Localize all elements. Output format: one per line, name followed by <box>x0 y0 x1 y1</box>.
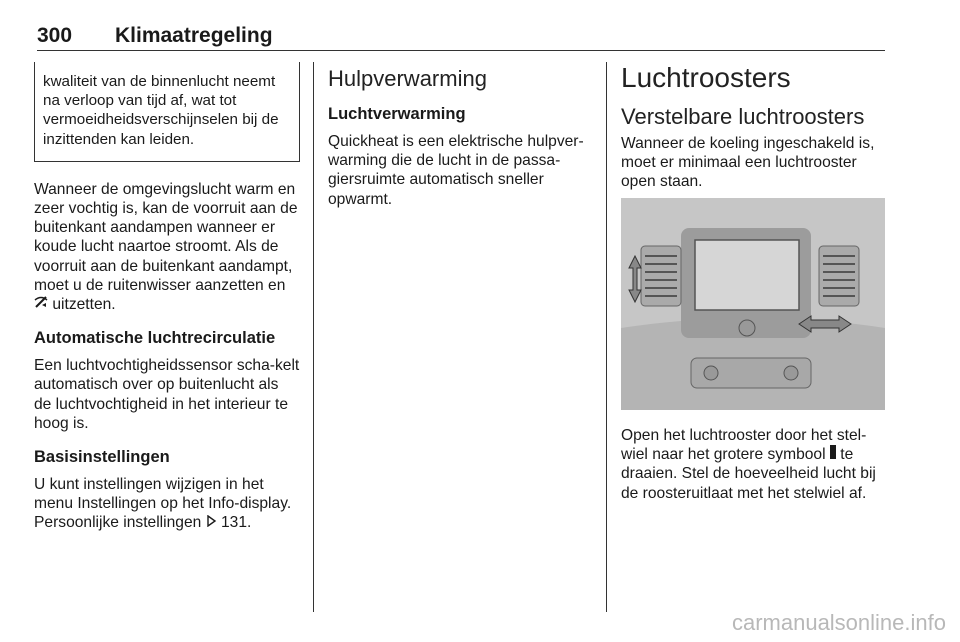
large-bar-symbol-icon <box>830 445 836 464</box>
page-number: 300 <box>37 24 73 47</box>
paragraph-settings-a: U kunt instellingen wijzigen in het menu Instellingen op het Info-display. Persoonlijke instellingen <box>34 476 292 532</box>
chapter-title: Klimaatregeling <box>115 24 273 47</box>
column-1 <box>34 62 300 533</box>
section-heading-air-vents: Luchtroosters <box>621 62 791 93</box>
air-vent-illustration <box>621 198 885 410</box>
column-2 <box>328 62 594 209</box>
column-divider-1 <box>313 62 314 612</box>
paragraph-open-vent <box>621 426 887 503</box>
paragraph-open-vent-a: Open het luchtrooster door het stel-wiel naar het grotere symbool <box>621 427 867 464</box>
subheading-adjustable-vents: Verstelbare luchtroosters <box>621 104 865 129</box>
note-box <box>34 62 300 162</box>
subheading-air-heating: Luchtverwarming <box>328 105 466 123</box>
note-text: kwaliteit van de binnenlucht neemt na verloop van tijd af, wat tot vermoeidheidsverschijnselen bij de inzittenden kan leiden. <box>43 73 279 148</box>
paragraph-recirculation: Een luchtvochtigheidssensor scha-kelt automatisch over op buitenlucht als de luchtvochtigheid in het interieur te hoog is. <box>34 357 300 432</box>
paragraph-condensation <box>34 180 300 314</box>
heading-basic-settings: Basisinstellingen <box>34 448 170 467</box>
column-divider-2 <box>606 62 607 612</box>
heading-auto-recirculation: Automatische luchtrecirculatie <box>34 329 276 348</box>
column-3 <box>621 62 887 192</box>
section-heading-auxiliary-heating: Hulpverwarming <box>328 66 487 91</box>
windshield-wiper-icon <box>34 295 48 314</box>
paragraph-settings <box>34 475 300 533</box>
arrow-reference-icon <box>206 513 217 532</box>
paragraph-settings-b: 131. <box>221 514 252 532</box>
paragraph-condensation-b: uitzetten. <box>52 296 116 314</box>
page-header <box>37 24 885 51</box>
paragraph-cooling: Wanneer de koeling ingeschakeld is, moet er minimaal een luchtrooster open staan. <box>621 135 875 191</box>
column-3-lower <box>621 426 887 503</box>
paragraph-condensation-a: Wanneer de omgevingslucht warm en zeer vochtig is, kan de voorruit aan de buitenkant aandampen wanneer er koude lucht naartoe stroomt. Als de voorruit aan de buitenkant aandampt, moet u de ruitenwisser aanzetten en <box>34 180 298 294</box>
paragraph-quickheat: Quickheat is een elektrische hulpver-warming die de lucht in de passa-giersruimte automatisch sneller opwarmt. <box>328 133 584 208</box>
paragraph-open-vent-b: te draaien. Stel de hoeveelheid lucht bij de roosteruitlaat met het stelwiel af. <box>621 446 876 502</box>
watermark: carmanualsonline.info <box>731 610 946 635</box>
